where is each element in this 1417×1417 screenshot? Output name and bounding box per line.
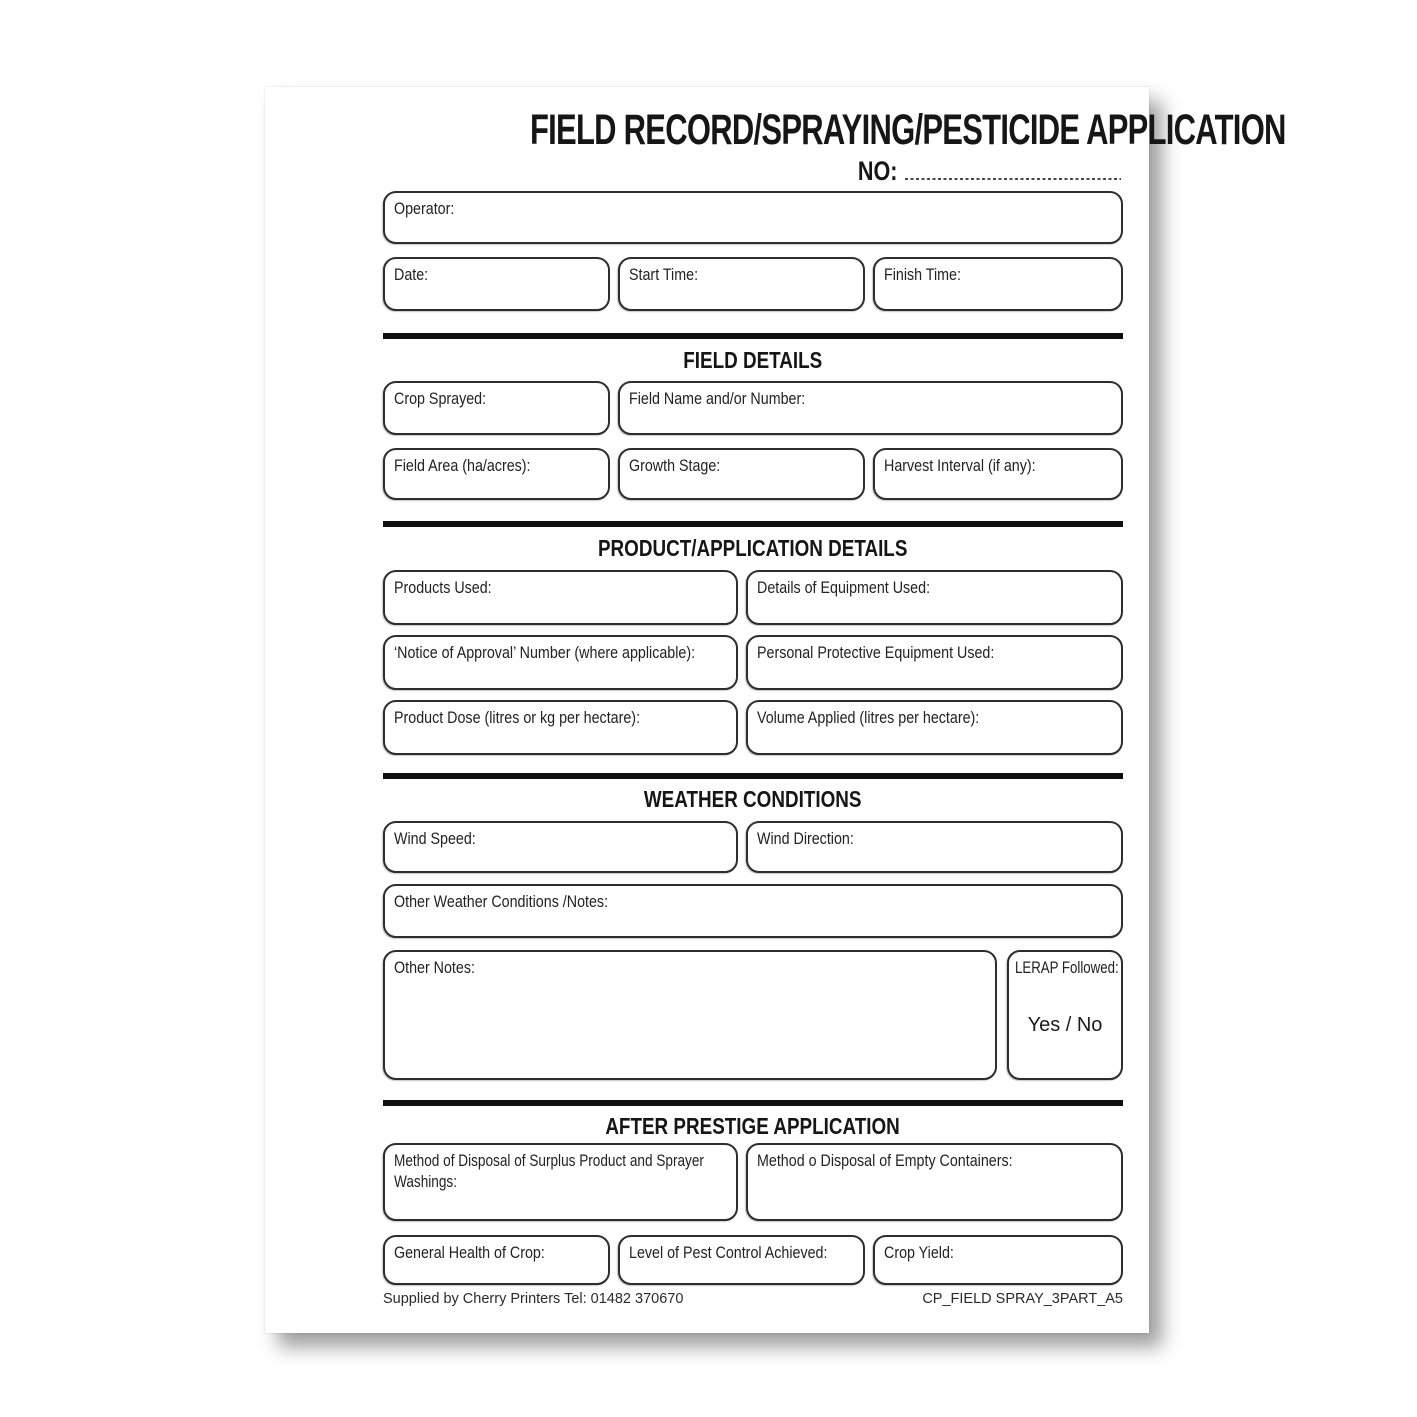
row-product-3: [383, 700, 1123, 755]
field-wind-speed-label: Wind Speed:: [394, 829, 476, 848]
field-operator: [383, 191, 1123, 244]
field-crop-sprayed-label: Crop Sprayed:: [394, 389, 487, 408]
section-divider: [383, 1100, 1123, 1106]
field-ppe-used: [746, 635, 1123, 690]
row-after-2: [383, 1235, 1123, 1285]
row-field-details-1: [383, 381, 1123, 435]
field-wind-direction-label: Wind Direction:: [757, 829, 854, 848]
field-volume-applied: [746, 700, 1123, 755]
field-harvest-interval-label: Harvest Interval (if any):: [884, 456, 1036, 475]
field-product-dose-label: Product Dose (litres or kg per hectare):: [394, 708, 641, 727]
field-crop-yield: [873, 1235, 1123, 1285]
field-date-label: Date:: [394, 265, 429, 284]
field-disposal-containers-label: Method o Disposal of Empty Containers:: [757, 1151, 1013, 1170]
field-wind-speed: [383, 821, 738, 873]
field-finish-time-label: Finish Time:: [884, 265, 961, 284]
row-weather-1: [383, 821, 1123, 873]
field-crop-health: [383, 1235, 610, 1285]
section-heading-after-application-text: AFTER PRESTIGE APPLICATION: [605, 1113, 901, 1139]
field-harvest-interval: [873, 448, 1123, 500]
field-field-area: [383, 448, 610, 500]
section-heading-product-details-text: PRODUCT/APPLICATION DETAILS: [598, 535, 908, 561]
field-wind-direction: [746, 821, 1123, 873]
field-ppe-used-label: Personal Protective Equipment Used:: [757, 643, 995, 662]
section-heading-field-details: [383, 347, 1123, 373]
field-other-notes-label: Other Notes:: [394, 958, 475, 977]
field-other-weather-conditions: [383, 884, 1123, 938]
row-product-2: [383, 635, 1123, 690]
field-start-time-label: Start Time:: [629, 265, 699, 284]
section-divider: [383, 521, 1123, 527]
field-other-weather-conditions-label: Other Weather Conditions /Notes:: [394, 892, 609, 911]
field-crop-sprayed: [383, 381, 610, 435]
field-pest-control: [618, 1235, 865, 1285]
field-date: [383, 257, 610, 311]
section-divider: [383, 773, 1123, 779]
form-number-label: NO:: [857, 156, 897, 186]
field-equipment-used-label: Details of Equipment Used:: [757, 578, 931, 597]
field-lerap-followed-label: LERAP Followed:: [1015, 958, 1119, 977]
row-date-times: [383, 257, 1123, 311]
field-pest-control-label: Level of Pest Control Achieved:: [629, 1243, 828, 1262]
row-weather-2: [383, 950, 1123, 1080]
field-products-used: [383, 570, 738, 625]
section-divider: [383, 333, 1123, 339]
form-number-dotted-line: [905, 178, 1121, 180]
row-field-details-2: [383, 448, 1123, 500]
section-heading-field-details-text: FIELD DETAILS: [683, 347, 823, 373]
section-heading-weather: [383, 786, 1123, 812]
field-start-time: [618, 257, 865, 311]
section-heading-product-details: [383, 535, 1123, 561]
form-content: [383, 87, 1286, 1333]
footer-supplier-text: Supplied by Cherry Printers Tel: 01482 370670: [383, 1291, 684, 1307]
field-disposal-containers: [746, 1143, 1123, 1221]
field-other-notes: [383, 950, 997, 1080]
row-product-1: [383, 570, 1123, 625]
field-operator-label: Operator:: [394, 199, 455, 218]
field-finish-time: [873, 257, 1123, 311]
field-disposal-surplus: [383, 1143, 738, 1221]
field-disposal-surplus-label: Method of Disposal of Surplus Product and Sprayer Washings:: [394, 1151, 704, 1192]
form-title: [383, 87, 1286, 154]
field-crop-yield-label: Crop Yield:: [884, 1243, 954, 1262]
field-field-area-label: Field Area (ha/acres):: [394, 456, 531, 475]
field-crop-health-label: General Health of Crop:: [394, 1243, 545, 1262]
form-page: [265, 87, 1286, 1333]
lerap-yes-no-options: Yes / No: [1027, 1014, 1103, 1037]
field-field-name: [618, 381, 1123, 435]
field-products-used-label: Products Used:: [394, 578, 492, 597]
field-equipment-used: [746, 570, 1123, 625]
field-approval-number-label: ‘Notice of Approval’ Number (where applicable):: [394, 643, 696, 662]
form-title-text: FIELD RECORD/SPRAYING/PESTICIDE APPLICATION: [529, 106, 1286, 154]
row-after-1: [383, 1143, 1123, 1221]
field-growth-stage: [618, 448, 865, 500]
section-heading-after-application: [383, 1113, 1123, 1139]
field-product-dose: [383, 700, 738, 755]
field-growth-stage-label: Growth Stage:: [629, 456, 721, 475]
form-footer: [383, 1291, 1123, 1309]
footer-reference-text: CP_FIELD SPRAY_3PART_A5: [922, 1291, 1123, 1307]
field-approval-number: [383, 635, 738, 690]
field-lerap-followed: [1007, 950, 1123, 1080]
field-volume-applied-label: Volume Applied (litres per hectare):: [757, 708, 980, 727]
field-field-name-label: Field Name and/or Number:: [629, 389, 806, 408]
form-number-row: [383, 155, 1123, 185]
section-heading-weather-text: WEATHER CONDITIONS: [644, 786, 862, 812]
